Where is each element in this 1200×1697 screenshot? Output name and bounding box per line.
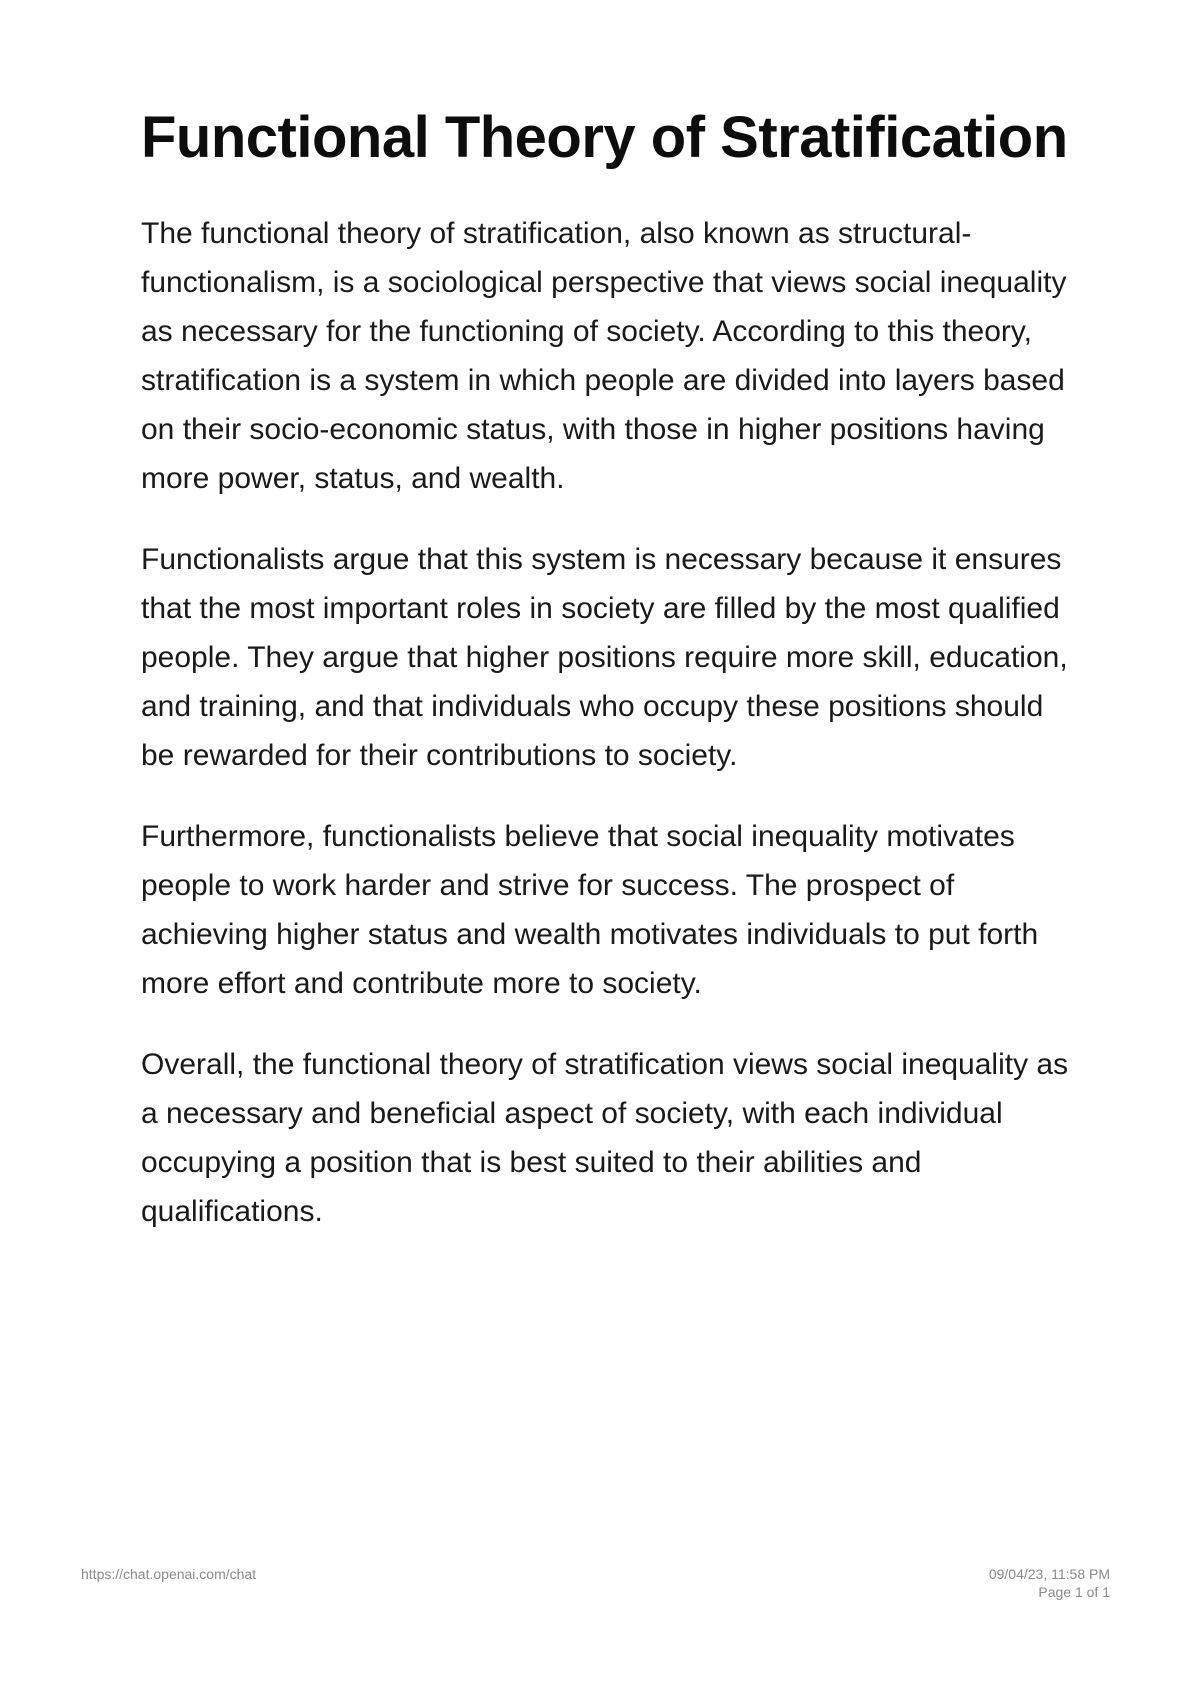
footer-url: https://chat.openai.com/chat (81, 1566, 257, 1582)
document-content (141, 98, 1081, 1236)
footer-timestamp: 09/04/23, 11:58 PM (988, 1566, 1110, 1582)
footer-page-number: Page 1 of 1 (1038, 1584, 1110, 1600)
paragraph: Overall, the functional theory of stratification views social inequality as a necessary and beneficial aspect of society, with each individual occupying a position that is best suited to their abilities and qualifications. (141, 1048, 1069, 1228)
paragraph: Furthermore, functionalists believe that social inequality motivates people to work harder and strive for success. The prospect of achieving higher status and wealth motivates individuals to put forth more effort and contribute more to society. (141, 820, 1039, 1000)
footer-meta (989, 1565, 1110, 1601)
paragraph: The functional theory of stratification, also known as structural-functionalism, is a sociological perspective that views social inequality as necessary for the functioning of society. According to this theory, stratification is a system in which people are divided into layers based on their socio-economic status, with those in higher positions having more power, status, and wealth. (141, 217, 1067, 495)
document-body (141, 209, 1081, 1236)
document-title: Functional Theory of Stratification (141, 105, 1068, 170)
paragraph: Functionalists argue that this system is necessary because it ensures that the most important roles in society are filled by the most qualified people. They argue that higher positions require more skill, education, and training, and that individuals who occupy these positions should be rewarded for their contributions to society. (141, 543, 1068, 772)
